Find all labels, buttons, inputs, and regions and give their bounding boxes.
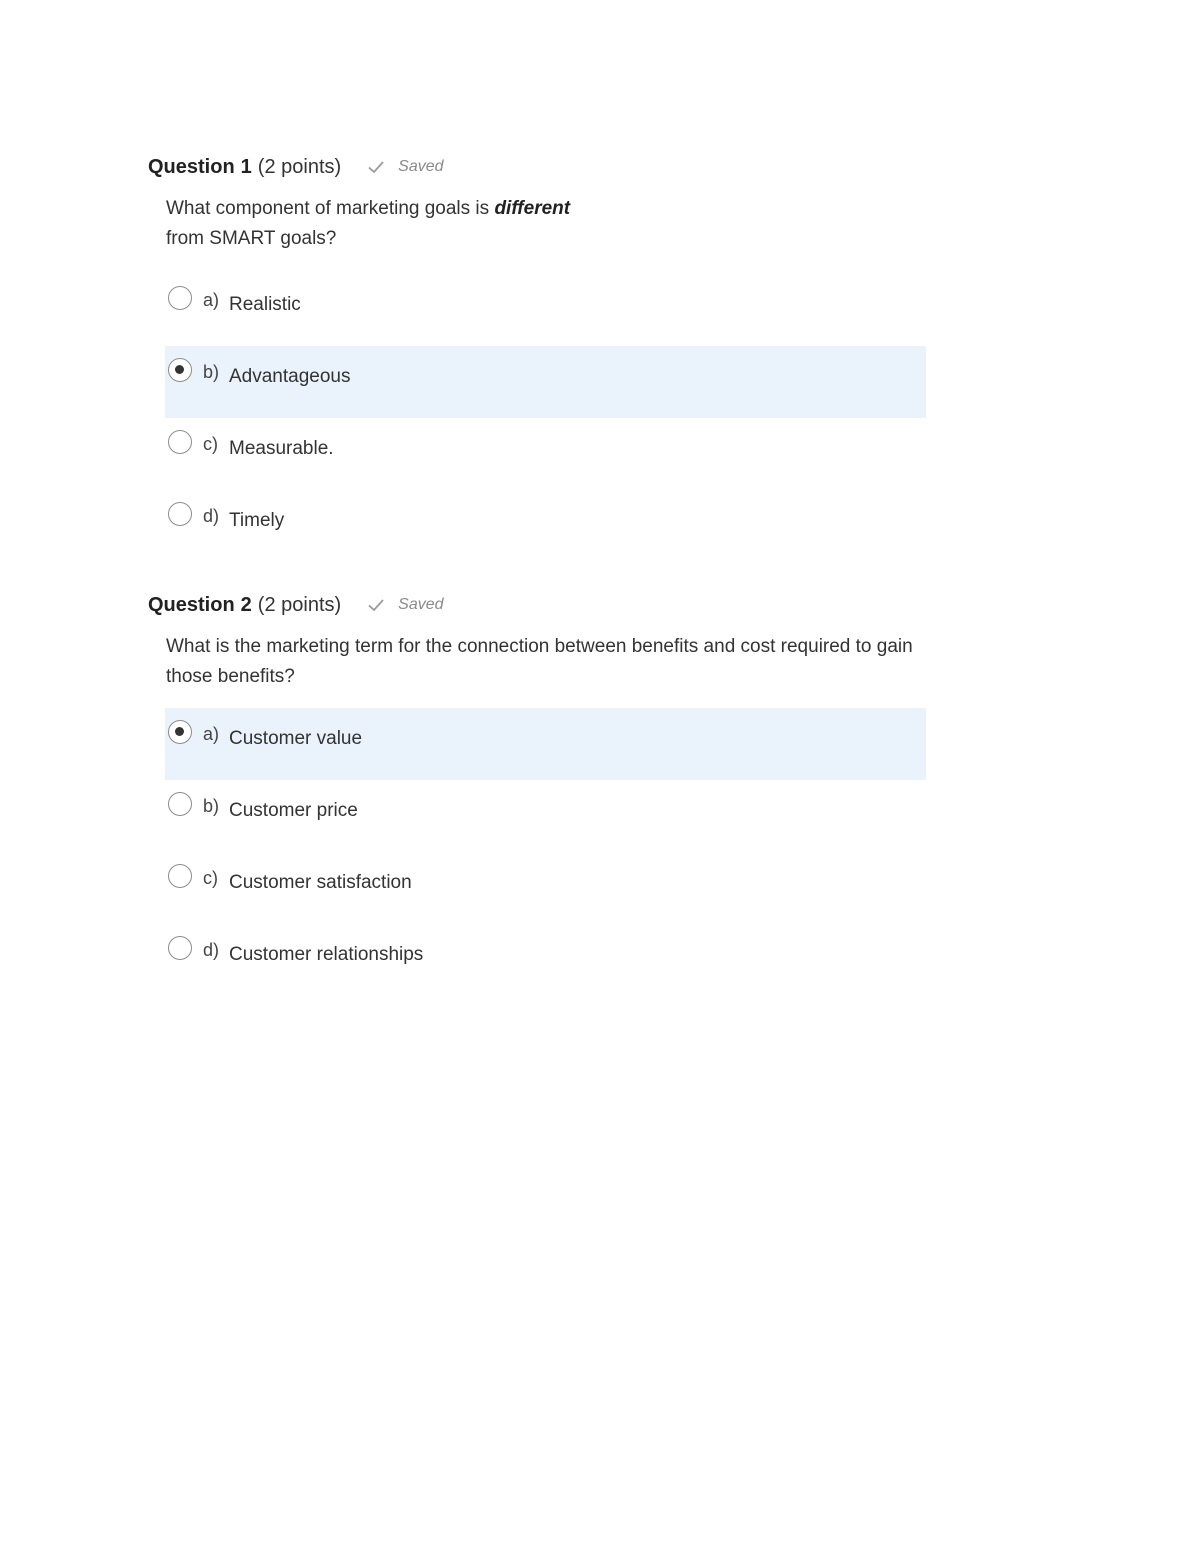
- option-letter: a): [203, 290, 220, 310]
- question-title-label: Question: [148, 155, 235, 178]
- question-1: [148, 150, 928, 562]
- checkmark-icon: [367, 158, 385, 176]
- answer-option-b[interactable]: [165, 780, 926, 852]
- option-letter: c): [203, 434, 218, 454]
- radio-button-icon[interactable]: [168, 936, 192, 960]
- question-header: [148, 588, 928, 622]
- prompt-text: What component of marketing goals is: [166, 198, 495, 219]
- option-label: Measurable.: [229, 438, 334, 459]
- option-letter: d): [203, 940, 220, 960]
- option-label: Realistic: [229, 294, 301, 315]
- option-letter: d): [203, 506, 220, 526]
- radio-button-icon[interactable]: [168, 502, 192, 526]
- answer-option-a[interactable]: [165, 274, 926, 346]
- question-points: (2 points): [257, 155, 342, 178]
- question-2: [148, 588, 928, 996]
- saved-status: [367, 596, 443, 614]
- option-label: Customer price: [229, 800, 358, 821]
- radio-button-icon[interactable]: [168, 430, 192, 454]
- option-letter: a): [203, 724, 220, 744]
- checkmark-icon: [367, 596, 385, 614]
- radio-button-icon[interactable]: [168, 792, 192, 816]
- option-letter: c): [203, 868, 218, 888]
- question-prompt: [166, 194, 926, 254]
- question-prompt: What is the marketing term for the connection between benefits and cost required to gain those benefits?: [166, 636, 913, 687]
- question-number: 1: [240, 155, 252, 178]
- radio-button-icon[interactable]: [168, 864, 192, 888]
- option-label: Timely: [229, 510, 285, 531]
- option-label: Customer value: [229, 728, 363, 749]
- answer-options: [165, 708, 926, 996]
- answer-option-c[interactable]: [165, 418, 926, 490]
- saved-status-text: Saved: [398, 596, 444, 613]
- answer-option-b[interactable]: [165, 346, 926, 418]
- answer-option-c[interactable]: [165, 852, 926, 924]
- radio-button-icon[interactable]: [168, 286, 192, 310]
- question-header: [148, 150, 928, 184]
- prompt-emphasis: different: [494, 198, 571, 219]
- question-title-label: Question: [148, 593, 235, 616]
- option-label: Customer satisfaction: [229, 872, 412, 893]
- option-letter: b): [203, 362, 220, 382]
- saved-status-text: Saved: [398, 158, 444, 175]
- answer-option-a[interactable]: [165, 708, 926, 780]
- question-number: 2: [240, 593, 252, 616]
- radio-button-icon[interactable]: [168, 720, 192, 744]
- answer-option-d[interactable]: [165, 490, 926, 562]
- option-label: Advantageous: [229, 366, 351, 387]
- answer-options: [165, 274, 926, 562]
- radio-button-icon[interactable]: [168, 358, 192, 382]
- option-label: Customer relationships: [229, 944, 424, 965]
- saved-status: [367, 158, 443, 176]
- question-points: (2 points): [257, 593, 342, 616]
- prompt-text-continued: from SMART goals?: [166, 228, 337, 249]
- answer-option-d[interactable]: [165, 924, 926, 996]
- option-letter: b): [203, 796, 220, 816]
